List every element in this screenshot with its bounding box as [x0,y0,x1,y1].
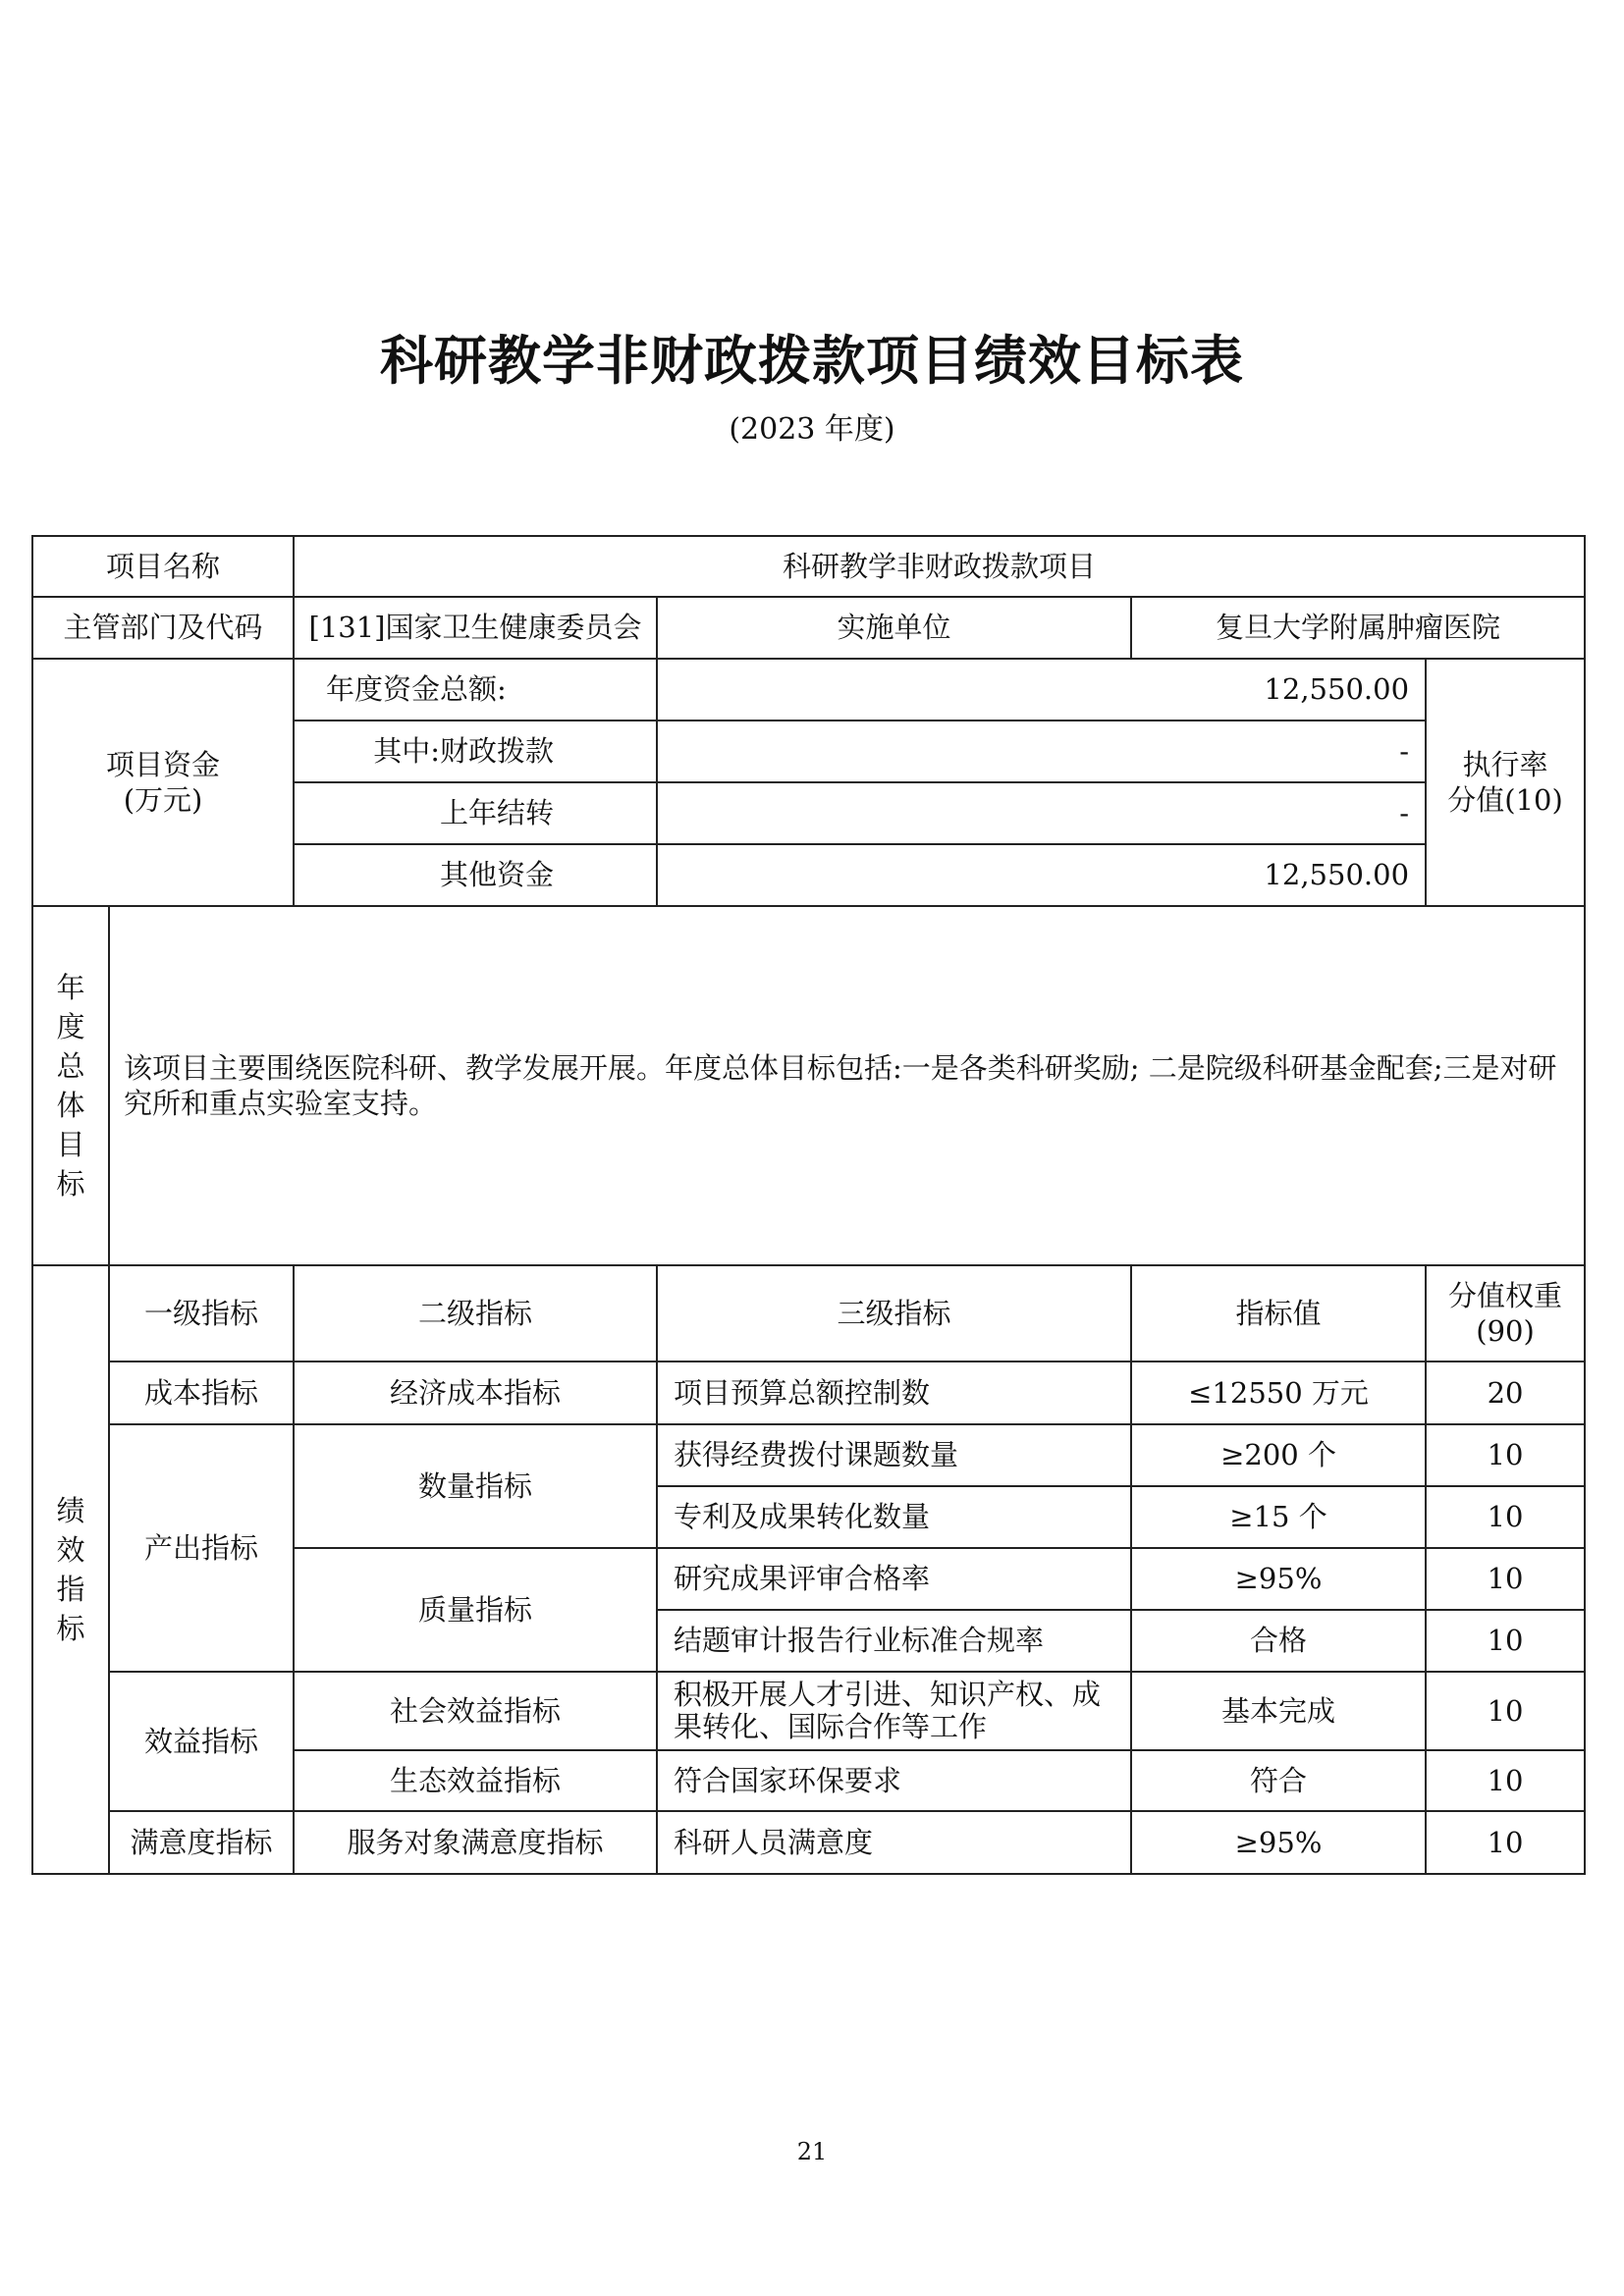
page-title: 科研教学非财政拨款项目绩效目标表 [380,330,1244,392]
header-level3: 三级指标 [657,1265,1131,1362]
indicator-name: 符合国家环保要求 [657,1750,1131,1811]
quantity-level2: 数量指标 [294,1424,657,1548]
indicators-label-char: 指 [56,1573,85,1606]
indicator-weight: 10 [1426,1548,1585,1610]
annual-goal-label-char: 年 [56,971,85,1004]
indicators-label-char: 效 [56,1533,85,1567]
annual-goal-label-char: 度 [56,1010,85,1043]
indicator-weight: 10 [1426,1750,1585,1811]
funds-label-line2: (万元) [123,783,203,817]
indicator-name-line2: 果转化、国际合作等工作 [674,1710,988,1743]
indicator-name [657,1672,1131,1750]
indicator-weight: 20 [1426,1362,1585,1424]
page-number: 21 [796,2138,828,2165]
indicator-name: 获得经费拨付课题数量 [657,1424,1131,1486]
department-row [32,597,1585,659]
indicator-value: ≥200 个 [1131,1424,1426,1486]
cost-level1: 成本指标 [109,1362,294,1424]
table-row [32,1672,1585,1750]
satisfaction-level1: 满意度指标 [109,1811,294,1874]
indicator-value: 基本完成 [1131,1672,1426,1750]
quality-level2: 质量指标 [294,1548,657,1672]
ecological-level2: 生态效益指标 [294,1750,657,1811]
indicator-name: 结题审计报告行业标准合规率 [657,1610,1131,1672]
funds-row-value: - [657,721,1426,782]
indicator-value: 合格 [1131,1610,1426,1672]
funds-row [32,659,1585,721]
header-level2: 二级指标 [294,1265,657,1362]
funds-label [32,659,294,906]
annual-goal-label-char: 总 [56,1049,85,1083]
indicator-value: ≥95% [1131,1811,1426,1874]
indicator-value: 符合 [1131,1750,1426,1811]
annual-goal-text: 该项目主要围绕医院科研、教学发展开展。年度总体目标包括:一是各类科研奖励; 二是院级科研基金配套;三是对研究所和重点实验室支持。 [109,906,1585,1265]
header-value: 指标值 [1131,1265,1426,1362]
annual-goal-label [32,906,109,1265]
header-weight [1426,1265,1585,1362]
indicator-name: 研究成果评审合格率 [657,1548,1131,1610]
funds-row-value: 12,550.00 [657,659,1426,721]
annual-goal-row [32,906,1585,1265]
header-weight-line1: 分值权重 [1448,1278,1563,1312]
indicators-label-char: 绩 [56,1494,85,1527]
annual-goal-label-char: 体 [56,1089,85,1122]
execution-rate-cell [1426,659,1585,906]
satisfaction-level2: 服务对象满意度指标 [294,1811,657,1874]
indicator-weight: 10 [1426,1486,1585,1548]
funds-label-line1: 项目资金 [106,747,221,781]
execution-rate-line2: 分值(10) [1447,783,1563,817]
cost-level2: 经济成本指标 [294,1362,657,1424]
indicator-weight: 10 [1426,1672,1585,1750]
output-level1: 产出指标 [109,1424,294,1672]
indicators-label [32,1265,109,1874]
project-name-row [32,536,1585,597]
table-row [32,1424,1585,1486]
execution-rate-line1: 执行率 [1462,747,1548,781]
funds-row-label: 上年结转 [294,782,657,844]
implementing-unit-label: 实施单位 [657,597,1131,659]
benefit-level1: 效益指标 [109,1672,294,1811]
page-subtitle: (2023 年度) [729,412,895,447]
project-name-value: 科研教学非财政拨款项目 [294,536,1585,597]
indicator-name: 专利及成果转化数量 [657,1486,1131,1548]
indicators-label-char: 标 [56,1612,85,1645]
indicator-value: ≥15 个 [1131,1486,1426,1548]
header-weight-line2: (90) [1476,1314,1535,1348]
department-label: 主管部门及代码 [32,597,294,659]
funds-row-label: 其他资金 [294,844,657,906]
funds-row-label: 年度资金总额: [294,659,657,721]
implementing-unit-value: 复旦大学附属肿瘤医院 [1131,597,1585,659]
funds-row-value: - [657,782,1426,844]
indicator-name: 科研人员满意度 [657,1811,1131,1874]
table-row [32,1362,1585,1424]
annual-goal-label-char: 标 [56,1167,85,1201]
indicator-weight: 10 [1426,1811,1585,1874]
indicator-weight: 10 [1426,1610,1585,1672]
indicator-value: ≤12550 万元 [1131,1362,1426,1424]
funds-row-label: 其中:财政拨款 [294,721,657,782]
social-level2: 社会效益指标 [294,1672,657,1750]
indicator-weight: 10 [1426,1424,1585,1486]
department-value: [131]国家卫生健康委员会 [294,597,657,659]
header-level1: 一级指标 [109,1265,294,1362]
indicator-name: 项目预算总额控制数 [657,1362,1131,1424]
indicator-value: ≥95% [1131,1548,1426,1610]
indicator-header-row [32,1265,1585,1362]
funds-row-value: 12,550.00 [657,844,1426,906]
performance-target-table [31,535,1586,1875]
indicator-name-line1: 积极开展人才引进、知识产权、成 [674,1677,1102,1711]
annual-goal-label-char: 目 [56,1128,85,1161]
table-row [32,1811,1585,1874]
project-name-label: 项目名称 [32,536,294,597]
